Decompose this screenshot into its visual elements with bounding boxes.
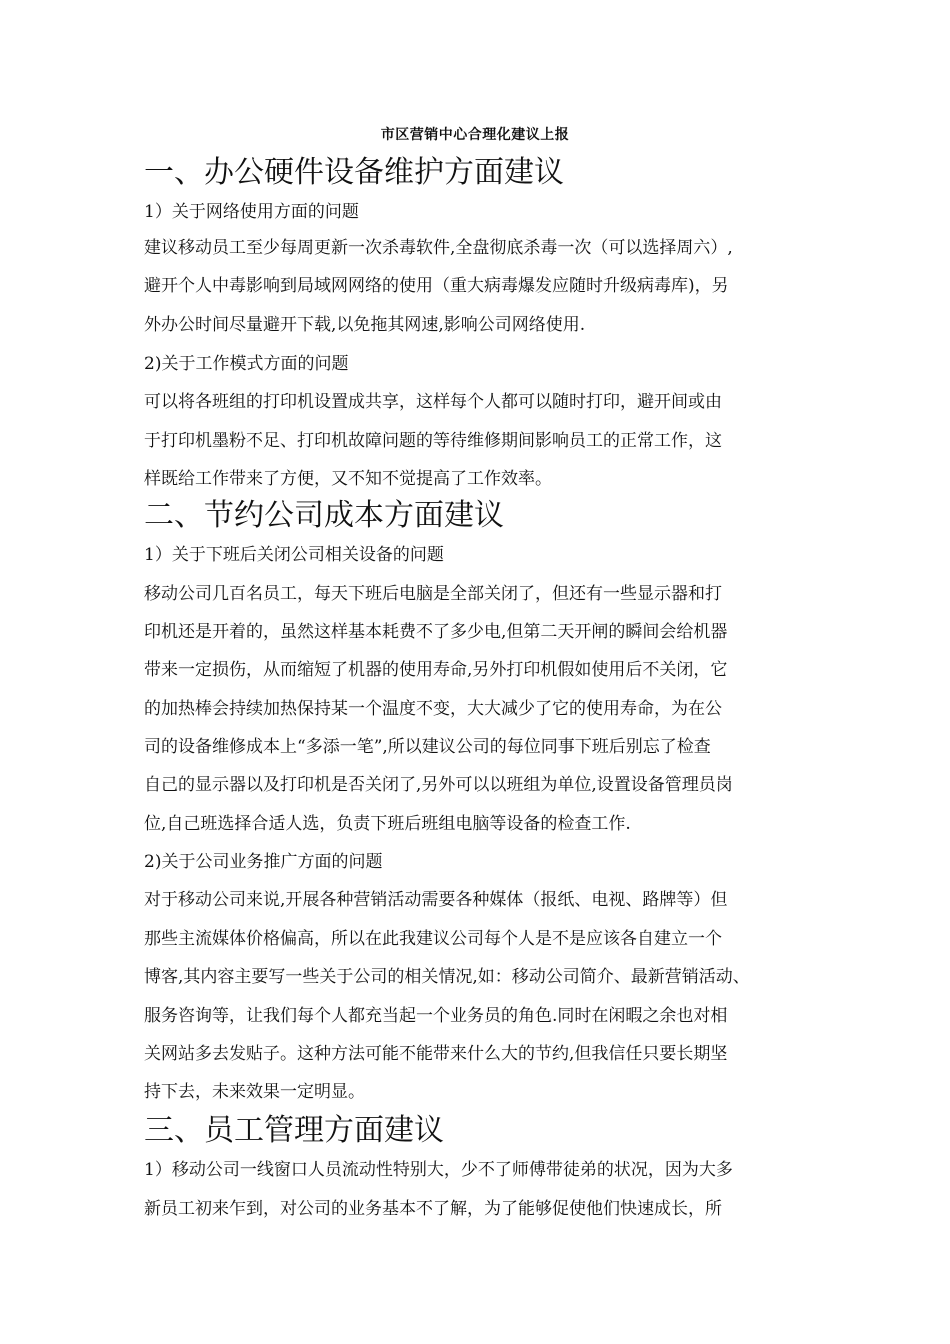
paragraph-line: 司的设备维修成本上“多添一笔”,所以建议公司的每位同事下班后别忘了检查 [144,737,711,757]
paragraph-line: 自己的显示器以及打印机是否关闭了,另外可以以班组为单位,设置设备管理员岗 [144,775,733,795]
paragraph-line: 1）移动公司一线窗口人员流动性特别大，少不了师傅带徒弟的状况，因为大多 [144,1160,733,1180]
document-title: 市区营销中心合理化建议上报 [380,127,570,143]
paragraph-line: 对于移动公司来说,开展各种营销活动需要各种媒体（报纸、电视、路牌等）但 [144,890,728,910]
section-heading-2: 二、节约公司成本方面建议 [144,498,504,533]
subheading-2-1: 1）关于下班后关闭公司相关设备的问题 [144,545,444,565]
paragraph-line: 博客,其内容主要写一些关于公司的相关情况,如：移动公司简介、最新营销活动、 [144,967,750,987]
paragraph-line: 建议移动员工至少每周更新一次杀毒软件,全盘彻底杀毒一次（可以选择周六）, [144,238,733,258]
subheading-2-2: 2)关于公司业务推广方面的问题 [144,852,383,872]
paragraph-line: 避开个人中毒影响到局域网网络的使用（重大病毒爆发应随时升级病毒库)，另 [144,276,729,296]
paragraph-line: 于打印机墨粉不足、打印机故障问题的等待维修期间影响员工的正常工作，这 [144,431,722,451]
paragraph-line: 可以将各班组的打印机设置成共享，这样每个人都可以随时打印，避开间或由 [144,392,722,412]
paragraph-line: 位,自己班选择合适人选，负责下班后班组电脑等设备的检查工作. [144,814,631,834]
paragraph-line: 关网站多去发贴子。这种方法可能不能带来什么大的节约,但我信任只要长期坚 [144,1044,728,1064]
paragraph-line: 那些主流媒体价格偏高，所以在此我建议公司每个人是不是应该各自建立一个 [144,929,722,949]
paragraph-line: 持下去，未来效果一定明显。 [144,1082,365,1102]
subheading-1-2: 2)关于工作模式方面的问题 [144,354,349,374]
paragraph-line: 服务咨询等，让我们每个人都充当起一个业务员的角色.同时在闲暇之余也对相 [144,1006,728,1026]
paragraph-line: 带来一定损伤，从而缩短了机器的使用寿命,另外打印机假如使用后不关闭，它 [144,660,728,680]
section-heading-3: 三、员工管理方面建议 [144,1113,444,1148]
paragraph-line: 移动公司几百名员工，每天下班后电脑是全部关闭了，但还有一些显示器和打 [144,584,722,604]
paragraph-line: 印机还是开着的，虽然这样基本耗费不了多少电,但第二天开闸的瞬间会给机器 [144,622,728,642]
paragraph-line: 的加热棒会持续加热保持某一个温度不变，大大减少了它的使用寿命，为在公 [144,699,722,719]
paragraph-line: 外办公时间尽量避开下载,以免拖其网速,影响公司网络使用. [144,315,586,335]
subheading-1-1: 1）关于网络使用方面的问题 [144,202,359,222]
section-heading-1: 一、办公硬件设备维护方面建议 [144,155,564,190]
paragraph-line: 样既给工作带来了方便，又不知不觉提高了工作效率。 [144,469,552,489]
paragraph-line: 新员工初来乍到，对公司的业务基本不了解，为了能够促使他们快速成长，所 [144,1199,722,1219]
